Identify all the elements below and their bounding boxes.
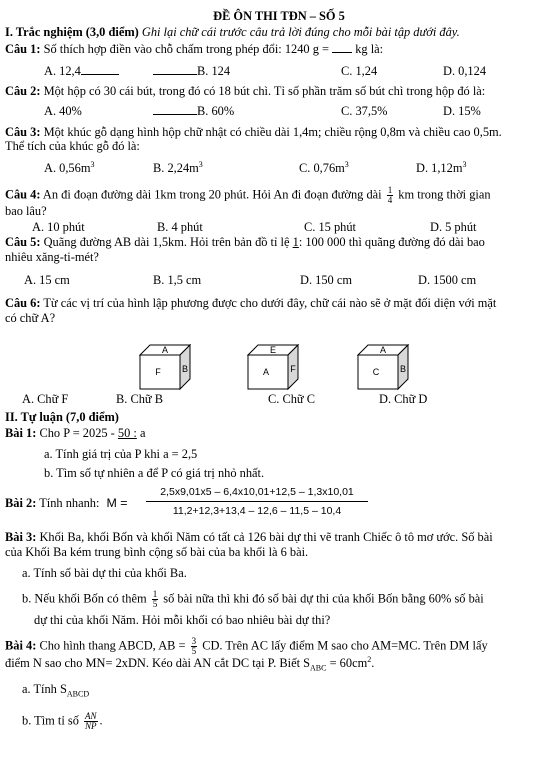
q2-option-d: D. 15% [443, 104, 481, 118]
q4-text-b: km trong thời gian [398, 187, 491, 202]
q3-text-2: Thể tích của khúc gỗ đó là: [5, 139, 140, 153]
b2-numerator: 2,5x9,01x5 – 6,4x10,01+12,5 – 1,3x10,01 [146, 486, 368, 502]
q4-option-d: D. 5 phút [430, 220, 477, 234]
b2-m-eq: M = [106, 496, 128, 510]
b1-label: Bài 1: [5, 426, 37, 440]
q1-option-b: B. 124 [153, 64, 230, 79]
b2-fraction [146, 486, 368, 517]
q2-text [5, 84, 485, 99]
q3-body: Một khúc gỗ dạng hình hộp chữ nhật có chiều dài 1,4m; chiều rộng 0,8m và chiều cao 0,5m. [43, 125, 502, 139]
part2-heading: II. Tự luận (7,0 điểm) [5, 410, 119, 424]
page-title: ĐỀ ÔN THI TĐN – SỐ 5 [213, 9, 345, 23]
q6-text-2: có chữ A? [5, 311, 56, 325]
cube-2-side-label: F [290, 364, 296, 374]
q4-option-a: A. 10 phút [32, 220, 85, 234]
q6-label: Câu 6: [5, 296, 41, 310]
q1-label: Câu 1: [5, 42, 41, 56]
q1-blank [332, 42, 352, 53]
cube-2-top-label: E [269, 345, 277, 355]
q6-body: Từ các vị trí của hình lập phương được cho dưới đây, chữ cái nào sẽ ở mặt đối diện với mặt [43, 296, 497, 310]
b1-part-b: b. Tìm số tự nhiên a để P có giá trị nhỏ nhất. [44, 466, 265, 480]
b1-part-a: a. Tính giá trị của P khi a = 2,5 [44, 447, 198, 461]
cube-1 [138, 343, 194, 391]
b2-denominator: 11,2+12,3+13,4 – 12,6 – 11,5 – 10,4 [172, 505, 342, 517]
q6-option-d: D. Chữ D [379, 392, 428, 406]
q5-text-2: nhiêu xăng-ti-mét? [5, 250, 99, 264]
q5-label: Câu 5: [5, 235, 41, 249]
q2-body: Một hộp có 30 cái bút, trong đó có 18 bút chì. Tỉ số phần trăm số bút chì trong hộp đó là: [43, 84, 486, 98]
b4-ratio-fraction: $\frac{AN}{NP}$ [85, 711, 97, 731]
q3-option-d: D. $1,12m^3$ [416, 159, 467, 175]
q2-option-c: C. 37,5% [341, 104, 388, 118]
q5-option-a: A. 15 cm [24, 273, 70, 287]
b2-label: Bài 2: [5, 496, 37, 510]
q1-option-c: C. 1,24 [341, 64, 378, 78]
b2-body: Tính nhanh: [39, 496, 100, 510]
b3-text-2: của Khối Ba kém trung bình cộng số bài của ba khối là 6 bài. [5, 545, 309, 559]
q5-scale-a: 1 [292, 235, 299, 249]
cube-1-top-label: A [161, 345, 169, 355]
part1-instruction: Ghi lại chữ cái trước câu trả lời đúng cho mỗi bài tập dưới đây. [141, 25, 460, 39]
q1-text-a: Số thích hợp điền vào chỗ chấm trong phép đổi: 1240 g = [43, 42, 329, 56]
q5-option-d: D. 1500 cm [418, 273, 477, 287]
cube-3-top-label: A [379, 345, 387, 355]
q2-label: Câu 2: [5, 84, 41, 98]
b2-text [5, 496, 128, 511]
q3-option-c: C. $0,76m^3$ [299, 159, 349, 175]
b3-text [5, 530, 493, 545]
q6-option-b: B. Chữ B [116, 392, 163, 406]
q3-text [5, 125, 502, 140]
q3-option-b: B. $2,24m^3$ [153, 159, 203, 175]
b1-text-b: a [139, 426, 146, 440]
cube-1-front-label: F [155, 367, 161, 377]
b1-text [5, 426, 145, 441]
q5-text-a: Quãng đường AB dài 1,5km. Hỏi trên bản đồ tỉ lệ [43, 235, 290, 249]
q5-scale-b: : 100 000 thì quãng đường đó dài bao [298, 235, 485, 249]
q3-label: Câu 3: [5, 125, 41, 139]
q2-option-b: B. 60% [153, 104, 234, 119]
q1-option-a: A. 12,4 [44, 64, 119, 79]
q1-text [5, 42, 383, 57]
q6-option-c: C. Chữ C [268, 392, 315, 406]
b4-fraction: $\frac{3}{5}$ [191, 636, 197, 656]
b1-underlined: 50 : [117, 426, 137, 440]
q4-text-2: bao lâu? [5, 204, 47, 218]
b4-text-2: điểm N sao cho MN= 2xDN. Kéo dài AN cắt DC tại P. Biết $S_{ABC} = 60cm^2$. [5, 654, 375, 673]
q4-text [5, 186, 491, 205]
q4-option-c: C. 15 phút [304, 220, 356, 234]
q6-option-a: A. Chữ F [22, 392, 69, 406]
b3-label: Bài 3: [5, 530, 37, 544]
b3-fraction: $\frac{1}{5}$ [152, 589, 158, 609]
cube-3-side-label: B [399, 364, 407, 374]
q4-text-a: An đi đoạn đường dài 1km trong 20 phút. Hỏi An đi đoạn đường dài [42, 187, 382, 202]
q5-option-b: B. 1,5 cm [153, 273, 202, 287]
q5-text [5, 235, 485, 250]
b4-part-b: b. Tìm tỉ số $\frac{AN}{NP}$ . [22, 711, 103, 731]
q6-text [5, 296, 496, 311]
q3-option-a: A. $0,56m^3$ [44, 159, 95, 175]
b3-part-b-2: dự thi của khối Năm. Hỏi mỗi khối có bao nhiêu bài dự thi? [34, 613, 331, 627]
part1-heading: I. Trắc nghiệm (3,0 điểm) [5, 25, 139, 39]
b3-part-b: b. Nếu khối Bốn có thêm $\frac{1}{5}$ số bài nữa thì khi đó số bài dự thi của khối Bốn bằng 60% số bài [22, 589, 484, 609]
q4-label: Câu 4: [5, 187, 41, 202]
cube-3-front-label: C [372, 367, 380, 377]
b4-text [5, 637, 488, 656]
part1-header [5, 25, 460, 40]
q1-option-d: D. 0,124 [443, 64, 487, 78]
b3-part-a: a. Tính số bài dự thi của khối Ba. [22, 566, 187, 580]
cube-3 [356, 343, 412, 391]
cube-2-front-label: A [262, 367, 270, 377]
b4-label: Bài 4: [5, 638, 37, 653]
q1-text-b: kg là: [355, 42, 384, 56]
cube-1-side-label: B [181, 364, 189, 374]
b1-text-a: Cho P = 2025 - [39, 426, 115, 440]
q2-option-a: A. 40% [44, 104, 82, 118]
q4-option-b: B. 4 phút [157, 220, 203, 234]
b3-body: Khối Ba, khối Bốn và khối Năm có tất cả 126 bài dự thi vẽ tranh Chiếc ô tô mơ ước. Số bài [39, 530, 493, 544]
b4-text-b: CD. Trên AC lấy điểm M sao cho AM=MC. Trên DM lấy [202, 638, 488, 653]
q4-fraction: $\frac{1}{4}$ [387, 185, 393, 205]
cube-2 [246, 343, 302, 391]
q5-option-c: D. 150 cm [300, 273, 352, 287]
b4-text-a: Cho hình thang ABCD, AB = [39, 638, 186, 653]
b4-part-a: a. Tính $S_{ABCD}$ [22, 682, 90, 699]
